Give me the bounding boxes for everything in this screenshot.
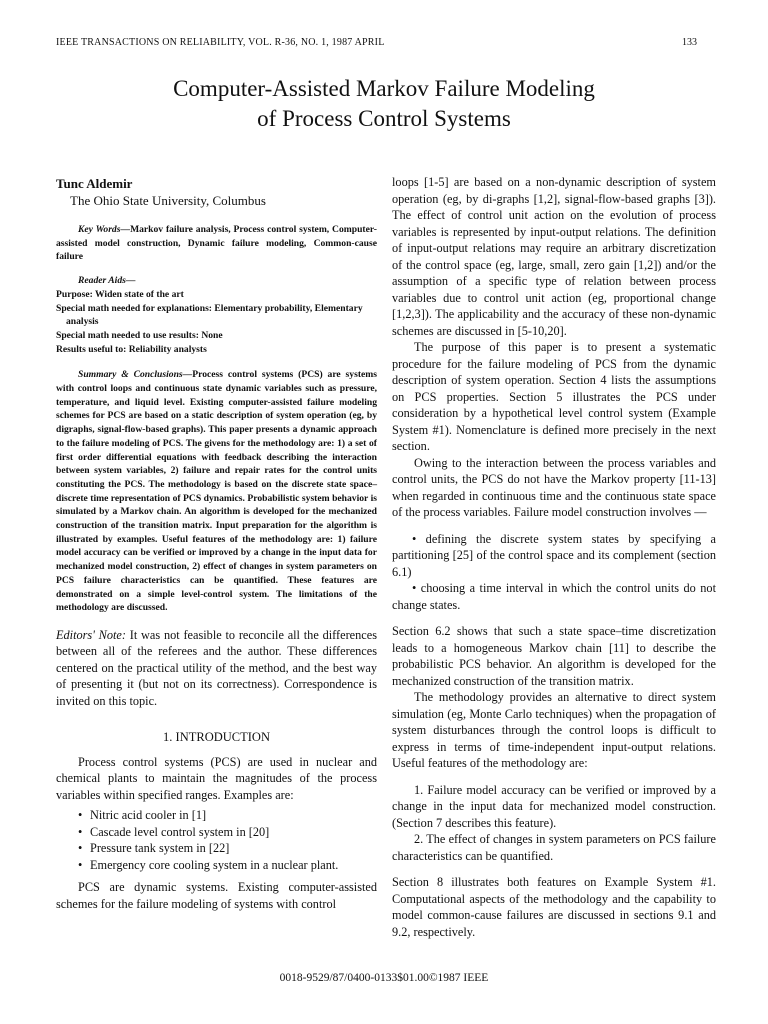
key-words [56,223,377,264]
list-item: • defining the discrete system states by specifying a partitioning [25] of the control space and its complement (section 6.1) [392,531,716,579]
body-paragraph: Section 6.2 shows that such a state space–time discretization leads to a homogeneous Markov chain [11] to describe the probabilistic PCS behavior. An algorithm is developed for the mechanized construction of the transition matrix. [392,624,716,688]
key-words-text: Markov failure analysis, Process control system, Computer-assisted model construction, Dynamic failure modeling, Common-cause failure [56,224,377,263]
journal-header: IEEE TRANSACTIONS ON RELIABILITY, VOL. R-36, NO. 1, 1987 APRIL [56,37,385,48]
list-item: • Nitric acid cooler in [1] [78,807,377,824]
list-item: • Pressure tank system in [22] [78,840,377,857]
editors-note [56,627,377,710]
list-item: • Emergency core cooling system in a nuclear plant. [78,857,377,874]
introduction [56,754,377,913]
reader-aid-item: Purpose: Widen state of the art [56,288,184,300]
right-column [392,174,716,940]
author-name: Tunc Aldemir [56,176,133,191]
body-paragraph: Owing to the interaction between the process variables and control units, the PCS do not have the Markov property [11-13] when regarded in continuous time and the continuous state space of the process variables. Failure model construction involves — [392,455,716,519]
author-affiliation: The Ohio State University, Columbus [70,192,266,208]
list-item: • choosing a time interval in which the control units do not change states. [392,581,716,612]
intro-paragraph: Process control systems (PCS) are used in nuclear and chemical plants to maintain the magnitudes of the process variables within specified ranges. Examples are: [56,754,377,802]
numbered-item: 2. The effect of changes in system parameters on PCS failure characteristics can be quantified. [392,832,716,863]
summary [56,368,377,615]
reader-aid-item: Results useful to: Reliability analysts [56,343,207,355]
editors-note-label: Editors' Note: [56,627,126,642]
reader-aid-item: Special math needed for explanations: Elementary probability, Elementary analysis [56,302,363,328]
section-heading-introduction: 1. INTRODUCTION [163,730,270,745]
summary-text: Process control systems (PCS) are systems with control loops and continuous state dynamic variables such as pressure, temperature, and liquid level. Existing computer-assisted failure modeling schemes for PCS are based on a static description of system operation (eg, by digraphs, signal-flow-based graphs). This paper presents a dynamic approach to the failure modeling of PCS. The givens for the methodology are: 1) a set of first order differential equations with feedback describing the interaction between system variables, 2) failure and repair rates for the control units constituting the PCS. The methodology is based on the discrete state space–discrete time representation of PCS dynamics. Probabilistic system behavior is simulated by a Markov chain. An algorithm is developed for the mechanized construction of the transition matrix. Input preparation for the algorithm is illustrated by examples. Useful features of the methodology are: 1) failure model accuracy can be verified or improved by a change in the input data for mechanized model construction, 2) effect of changes in system parameters on PCS failure characteristics can be quantified. These features are demonstrated on a simple level-control system. The limitations of the methodology are discussed. [56,369,378,614]
example-list [56,807,377,873]
summary-label: Summary & Conclusions— [78,369,193,381]
copyright-footer: 0018-9529/87/0400-0133$01.00©1987 IEEE [279,972,489,984]
reader-aid-item: Special math needed to use results: None [56,329,223,341]
list-item: • Cascade level control system in [20] [78,824,377,841]
editors-note-text: It was not feasible to reconcile all the differences between all of the referees and the author. These differences centered on the practical utility of the method, and the best way of presenting it (but not on its correctness). Correspondence is invited on this topic. [56,627,377,708]
paper-title-line2: of Process Control Systems [257,106,511,131]
intro-paragraph: PCS are dynamic systems. Existing computer-assisted schemes for the failure modeling of systems with control [56,880,377,911]
numbered-item: 1. Failure model accuracy can be verified or improved by a change in the input data for mechanized model construction. (Section 7 describes this feature). [392,782,716,830]
reader-aids-label: Reader Aids— [78,275,136,287]
reader-aids [56,274,377,356]
body-paragraph: loops [1-5] are based on a non-dynamic description of system operation (eg, by di-graphs [1,2], signal-flow-based graphs [3]). The effect of control unit action on the evolution of process variables is represented by input-output relations. The definition of input-output relations may require an arbitrary discretization of the control space (eg, large, small, zero gain [1,2]) and/or the assumption of a specific type of relation between process variables due to control unit action (eg, proportional change [1,2,3]). The applicability and the accuracy of these non-dynamic schemes are discussed in [5-10,20]. [392,175,716,338]
left-column [56,176,377,912]
body-paragraph: The purpose of this paper is to present a systematic procedure for the failure modeling of PCS from the dynamic description of system operation. Section 4 lists the assumptions on PCS properties. Section 5 illustrates the PCS under consideration by a hypothetical level control system (Example System #1). Nomenclature is defined more precisely in the next section. [392,340,716,453]
body-paragraph: The methodology provides an alternative to direct system simulation (eg, Monte Carlo techniques) when the propagation of system disturbances through the control loops is difficult to express in terms of time-independent input-output relations. Useful features of the methodology are: [392,690,716,770]
page-number: 133 [682,37,697,48]
paper-title-line1: Computer-Assisted Markov Failure Modeling [173,76,595,101]
body-paragraph: Section 8 illustrates both features on Example System #1. Computational aspects of the methodology and the capability to model common-cause failures are discussed in sections 9.1 and 9.2, respectively. [392,875,716,939]
key-words-label: Key Words— [78,224,131,235]
